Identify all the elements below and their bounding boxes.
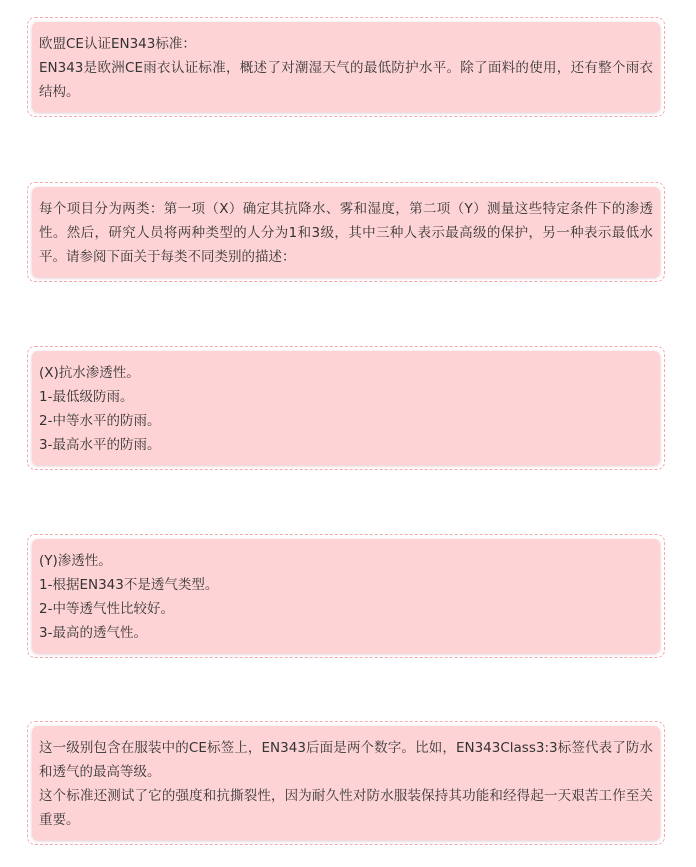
- info-card-labeling: [27, 721, 665, 845]
- list-item: 2-中等透气性比较好。: [39, 601, 174, 617]
- info-card-body: [32, 726, 660, 840]
- card-paragraph: EN343是欧洲CE雨衣认证标准，概述了对潮湿天气的最低防护水平。除了面料的使用，还有整个雨衣结构。: [39, 60, 653, 100]
- info-card-breathability: [27, 534, 665, 658]
- card-paragraph: 这个标准还测试了它的强度和抗撕裂性，因为耐久性对防水服装保持其功能和经得起一天艰苦工作至关重要。: [39, 788, 653, 828]
- card-paragraph: 这一级别包含在服装中的CE标签上，EN343后面是两个数字。比如，EN343Class3:3标签代表了防水和透气的最高等级。: [39, 740, 653, 780]
- list-item: 3-最高的透气性。: [39, 625, 147, 641]
- info-card-body: [32, 351, 660, 465]
- list-item: 2-中等水平的防雨。: [39, 413, 161, 429]
- info-card-categories: [27, 182, 665, 282]
- info-card-water-resistance: [27, 346, 665, 470]
- list-item: 1-最低级防雨。: [39, 389, 134, 405]
- info-card-body: [32, 187, 660, 277]
- card-heading: (Y)渗透性。: [39, 553, 112, 569]
- card-heading: (X)抗水渗透性。: [39, 365, 140, 381]
- card-heading: 欧盟CE认证EN343标准：: [39, 36, 196, 52]
- info-card-body: [32, 22, 660, 112]
- info-card-body: [32, 539, 660, 653]
- list-item: 1-根据EN343不是透气类型。: [39, 577, 219, 593]
- list-item: 3-最高水平的防雨。: [39, 437, 161, 453]
- info-card-ce-standard: [27, 17, 665, 117]
- card-paragraph: 每个项目分为两类：第一项（X）确定其抗降水、雾和湿度，第二项（Y）测量这些特定条件下的渗透性。然后，研究人员将两种类型的人分为1和3级，其中三种人表示最高级的保护，另一种表示最低水平。请参阅下面关于每类不同类别的描述：: [39, 201, 653, 265]
